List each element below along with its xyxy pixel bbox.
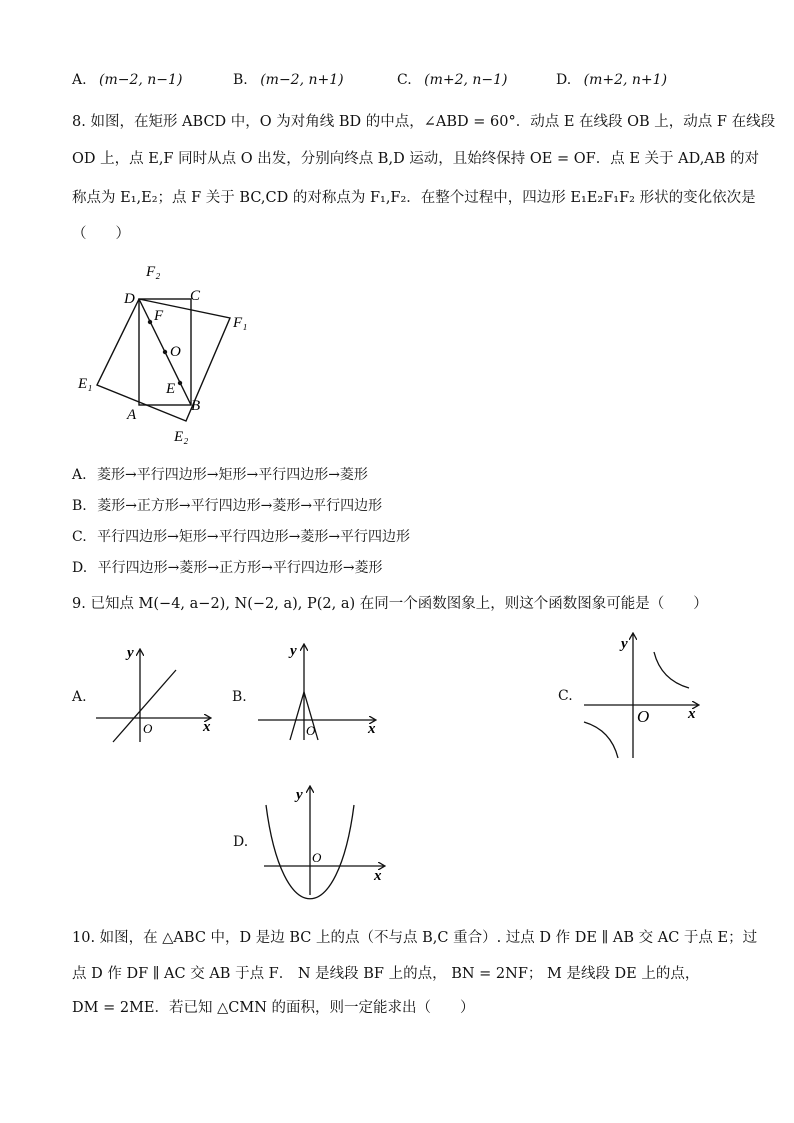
q9-option-a-letter: A. — [72, 689, 87, 705]
label-c: C — [190, 288, 201, 304]
q9-stem: 9. 已知点 M(−4, a−2), N(−2, a), P(2, a) 在同一个函数图象上，则这个函数图象可能是（ ） — [72, 596, 708, 612]
label-f2: F₂ — [146, 264, 161, 280]
q8-option-c — [72, 526, 410, 546]
x-label: x — [203, 719, 211, 735]
option-text: 平行四边形→矩形→平行四边形→菱形→平行四边形 — [97, 529, 411, 545]
label-o: O — [170, 344, 181, 360]
q9-option-b-letter: B. — [232, 689, 247, 705]
q9-option-d-letter: D. — [233, 834, 249, 850]
x-label: x — [374, 868, 382, 884]
label-b: B — [191, 398, 201, 414]
q7-option-b — [233, 72, 344, 88]
point-o — [163, 350, 167, 354]
option-text: (m+2, n+1) — [583, 72, 668, 88]
q9-graph-b — [252, 636, 382, 746]
origin-label: O — [306, 723, 316, 738]
option-letter: A. — [72, 72, 87, 88]
point-e — [178, 381, 182, 385]
point-f — [148, 320, 152, 324]
q7-option-d — [556, 72, 667, 88]
origin-label: O — [312, 850, 322, 865]
q8-stem-line-4: （ ） — [72, 226, 130, 242]
x-label: x — [368, 721, 376, 737]
y-label: y — [296, 787, 303, 803]
q9-graph-d — [258, 780, 392, 900]
label-e2: E₂ — [174, 429, 189, 445]
x-label: x — [688, 706, 696, 722]
q9-graph-c — [578, 630, 702, 760]
option-letter: D. — [556, 72, 572, 88]
q10-stem-line-2: 点 D 作 DF ∥ AC 交 AB 于点 F． N 是线段 BF 上的点， BN = 2NF； M 是线段 DE 上的点， — [72, 966, 700, 982]
label-f1: F₁ — [233, 315, 248, 331]
option-letter: C. — [72, 529, 87, 545]
q9-option-c-letter: C. — [558, 688, 573, 704]
y-label: y — [127, 645, 134, 661]
y-label: y — [290, 643, 297, 659]
q8-stem-line-2: OD 上，点 E,F 同时从点 O 出发，分别向终点 B,D 运动，且始终保持 OE = OF．点 E 关于 AD,AB 的对 — [72, 151, 760, 167]
option-text: (m−2, n−1) — [99, 72, 183, 88]
q7-option-c — [397, 72, 508, 88]
label-e1: E₁ — [78, 376, 93, 392]
origin-label: O — [143, 721, 153, 736]
hyperbola-lower-branch — [584, 722, 618, 758]
option-text: 菱形→正方形→平行四边形→菱形→平行四边形 — [97, 498, 383, 514]
label-f: F — [154, 308, 164, 324]
label-e: E — [166, 381, 176, 397]
q8-figure — [70, 258, 260, 448]
option-text: 平行四边形→菱形→正方形→平行四边形→菱形 — [97, 560, 383, 576]
label-d: D — [124, 291, 135, 307]
option-letter: B. — [72, 498, 87, 514]
option-letter: B. — [233, 72, 248, 88]
y-label: y — [621, 636, 628, 652]
quadrilateral-e1e2f1f2 — [97, 299, 230, 421]
option-text: 菱形→平行四边形→矩形→平行四边形→菱形 — [97, 467, 368, 483]
origin-label: O — [637, 707, 650, 726]
q8-option-d — [72, 557, 383, 577]
q7-option-a — [72, 72, 182, 88]
q8-option-a — [72, 464, 368, 484]
option-letter: C. — [397, 72, 412, 88]
q8-option-b — [72, 495, 382, 515]
q10-stem-line-1: 10. 如图，在 △ABC 中，D 是边 BC 上的点（不与点 B,C 重合）. 过点 D 作 DE ∥ AB 交 AC 于点 E；过 — [72, 930, 758, 946]
label-a: A — [127, 407, 137, 423]
option-letter: A. — [72, 467, 87, 483]
q8-stem-line-1: 8. 如图，在矩形 ABCD 中，O 为对角线 BD 的中点，∠ABD = 60°．动点 E 在线段 OB 上，动点 F 在线段 — [72, 114, 776, 130]
hyperbola-upper-branch — [654, 652, 689, 688]
q9-graph-a — [90, 640, 220, 750]
q8-stem-line-3: 称点为 E₁,E₂；点 F 关于 BC,CD 的对称点为 F₁,F₂．在整个过程中，四边形 E₁E₂F₁F₂ 形状的变化依次是 — [72, 190, 756, 206]
q10-stem-line-3: DM = 2ME．若已知 △CMN 的面积，则一定能求出（ ） — [72, 1000, 475, 1016]
option-letter: D. — [72, 560, 88, 576]
option-text: (m+2, n−1) — [424, 72, 508, 88]
option-text: (m−2, n+1) — [260, 72, 344, 88]
